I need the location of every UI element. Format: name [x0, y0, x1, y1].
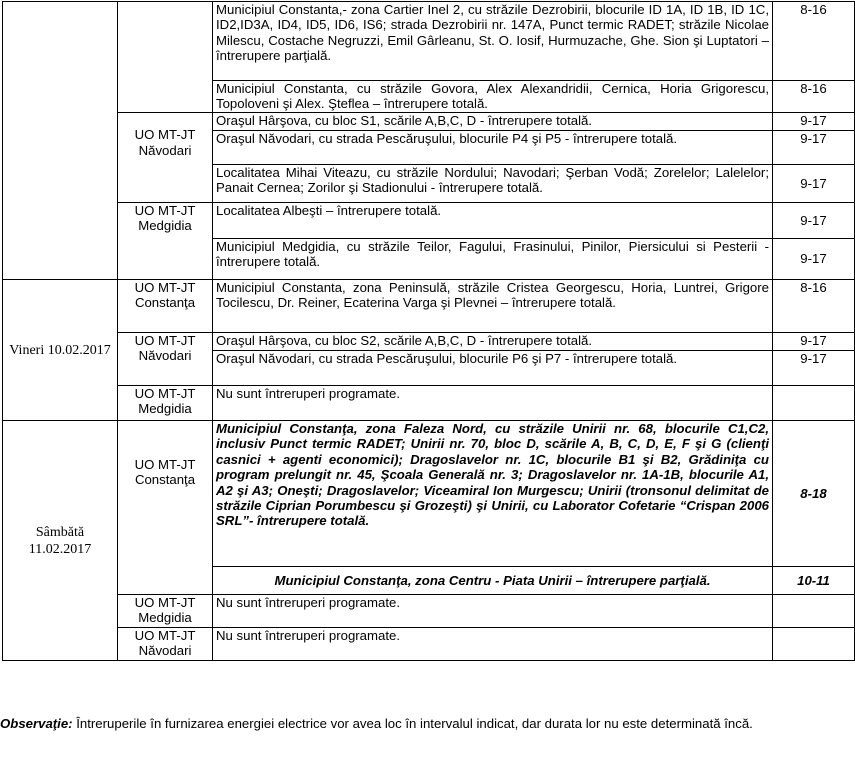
day-cell-empty — [3, 2, 118, 280]
table-row — [3, 386, 855, 421]
outage-description: Oraşul Năvodari, cu strada Pescăruşului, blocurile P4 şi P5 - întrerupere totală. — [213, 131, 773, 165]
outage-description: Municipiul Constanta, zona Peninsulă, străzile Cristea Georgescu, Horia, Luntrei, Grigore Tocilescu, Dr. Reiner, Ecaterina Varga şi Plevnei – întrerupere totală. — [213, 280, 773, 333]
unit-navodari: UO MT-JT Năvodari — [118, 628, 213, 661]
unit-medgidia: UO MT-JT Medgidia — [118, 595, 213, 628]
outage-hours: 9-17 — [773, 165, 855, 203]
outage-description: Municipiul Medgidia, cu străzile Teilor, Fagului, Frasinului, Pinilor, Piersicului si Pesterii - întrerupere totală. — [213, 239, 773, 280]
outage-description: Nu sunt întreruperi programate. — [213, 628, 773, 661]
unit-medgidia: UO MT-JT Medgidia — [118, 203, 213, 280]
table-row — [3, 280, 855, 333]
unit-constanta: UO MT-JT Constanţa — [118, 421, 213, 595]
unit-navodari: UO MT-JT Năvodari — [118, 333, 213, 386]
outage-description: Oraşul Hârşova, cu bloc S2, scările A,B,C, D - întrerupere totală. — [213, 333, 773, 351]
outage-hours: 8-16 — [773, 280, 855, 333]
table-row — [3, 595, 855, 628]
observation-note — [0, 716, 850, 731]
table-row — [3, 421, 855, 567]
outage-description: Municipiul Constanta, cu străzile Govora, Alex Alexandridii, Cernica, Horia Grigorescu, Topoloveni şi Alex. Şteflea – întrerupere totală. — [213, 81, 773, 113]
observation-text: Întreruperile în furnizarea energiei electrice vor avea loc în intervalul indicat, dar durata lor nu este determinată încă. — [72, 716, 753, 731]
outage-description: Municipiul Constanţa, zona Centru - Piata Unirii – întrerupere parţială. — [213, 567, 773, 595]
outage-hours: 9-17 — [773, 239, 855, 280]
outage-description: Localitatea Albeşti – întrerupere totală. — [213, 203, 773, 239]
table-row — [3, 2, 855, 81]
outage-description: Municipiul Constanta,- zona Cartier Inel 2, cu străzile Dezrobirii, blocurile ID 1A, ID 1B, ID 1C, ID2,ID3A, ID4, ID5, ID6, IS6; strada Dezrobirii nr. 147A, Punct termic RADET; străzile Nicolae Milescu, Costache Negruzzi, Emil Gârleanu, St. O. Iosif, Hurmuzache, Ghe. Sion şi Luptatori – întrerupere parţială. — [213, 2, 773, 81]
outage-hours — [773, 386, 855, 421]
table-row — [3, 333, 855, 351]
outage-hours — [773, 628, 855, 661]
observation-label: Observaţie: — [0, 716, 73, 731]
outage-description: Oraşul Hârşova, cu bloc S1, scările A,B,C, D - întrerupere totală. — [213, 113, 773, 131]
outage-hours — [773, 595, 855, 628]
unit-constanta: UO MT-JT Constanţa — [118, 280, 213, 333]
outage-hours: 8-16 — [773, 81, 855, 113]
outage-hours: 8-16 — [773, 2, 855, 81]
outage-hours: 8-18 — [773, 421, 855, 567]
table-row — [3, 203, 855, 239]
unit-navodari: UO MT-JT Năvodari — [118, 113, 213, 203]
outage-description: Municipiul Constanţa, zona Faleza Nord, cu străzile Unirii nr. 68, blocurile C1,C2, inclusiv Punct termic RADET; Unirii nr. 70, bloc D, scările A, B, C, D, E, F şi G (clienţi casnici + agenti economici); Dragoslavelor nr. 1C, blocurile B1 şi B2, Grădiniţa cu program prelungit nr. 45, Şcoala Generală nr. 3; Dragoslavelor nr. 1A-1B, blocurile A1, A2 şi A3; Oneşti; Dragoslavelor; Viceamiral Ion Murgescu; Unirii (tronsonul delimitat de străzile Ciprian Porumbescu şi Grozeşti) şi Unirii, cu Laborator Cofetarie “Crispan 2006 SRL”- întrerupere totală. — [213, 421, 773, 567]
outage-hours: 9-17 — [773, 131, 855, 165]
table-row — [3, 628, 855, 661]
day-saturday: Sâmbătă 11.02.2017 — [3, 421, 118, 661]
day-friday: Vineri 10.02.2017 — [3, 280, 118, 421]
table-row — [3, 113, 855, 131]
outage-schedule-table — [2, 1, 855, 661]
unit-cell-empty — [118, 2, 213, 113]
outage-hours: 9-17 — [773, 203, 855, 239]
outage-description: Nu sunt întreruperi programate. — [213, 595, 773, 628]
unit-medgidia: UO MT-JT Medgidia — [118, 386, 213, 421]
outage-description: Oraşul Năvodari, cu strada Pescăruşului, blocurile P6 şi P7 - întrerupere totală. — [213, 351, 773, 386]
outage-description: Nu sunt întreruperi programate. — [213, 386, 773, 421]
outage-hours: 10-11 — [773, 567, 855, 595]
outage-hours: 9-17 — [773, 333, 855, 351]
outage-hours: 9-17 — [773, 351, 855, 386]
outage-hours: 9-17 — [773, 113, 855, 131]
outage-description: Localitatea Mihai Viteazu, cu străzile Nordului; Navodari; Şerban Vodă; Zorelelor; Lalelelor; Panait Cernea; Zorilor şi Stadionului - întrerupere totală. — [213, 165, 773, 203]
